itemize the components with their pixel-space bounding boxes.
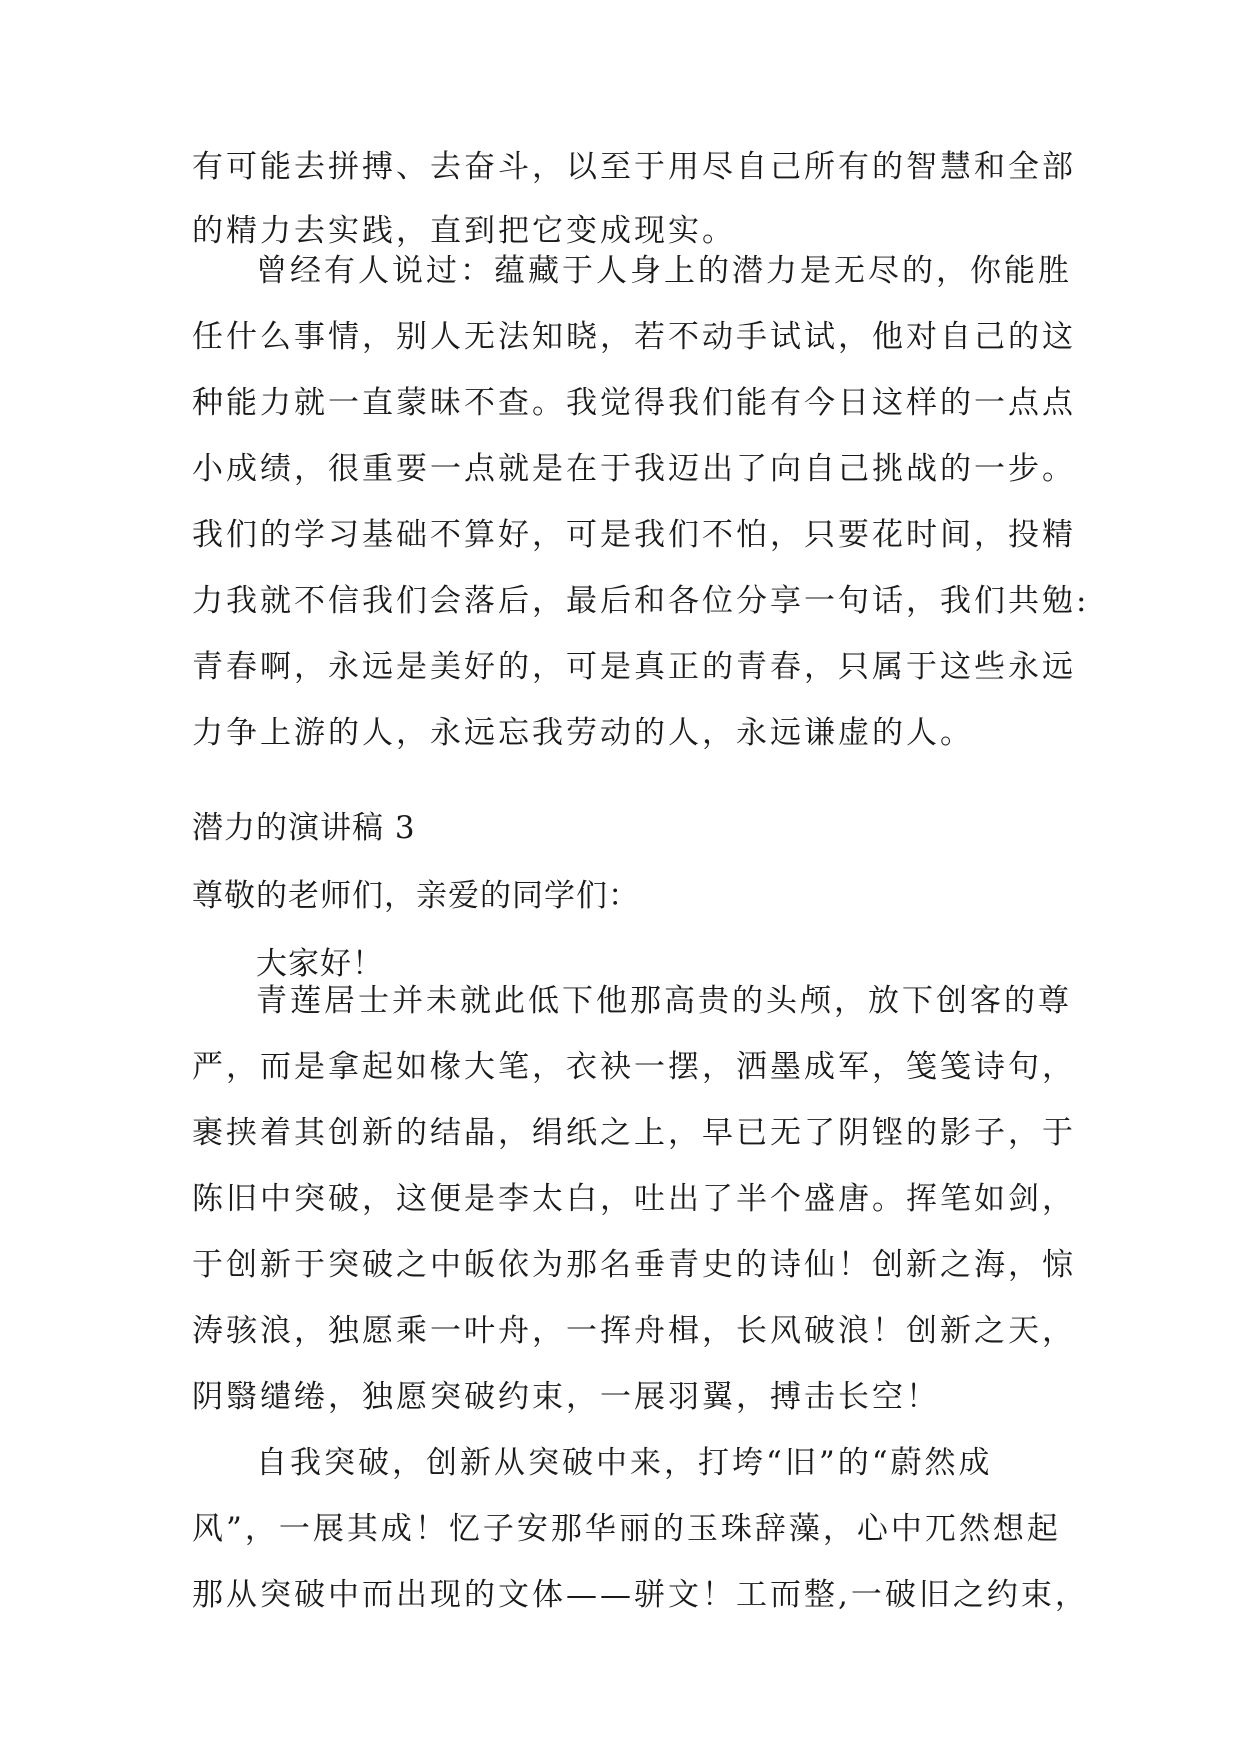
text-line: 曾经有人说过：蕴藏于人身上的潜力是无尽的，你能胜 <box>256 253 1072 289</box>
text-line: 阴翳缱绻，独愿突破约束，一展羽翼，搏击长空！ <box>192 1379 940 1415</box>
text-line: 种能力就一直蒙昧不查。我觉得我们能有今日这样的一点点 <box>192 385 1076 421</box>
text-line: 于创新于突破之中皈依为那名垂青史的诗仙！创新之海，惊 <box>192 1247 1076 1283</box>
paragraph-libai <box>192 968 1076 1430</box>
salutation: 尊敬的老师们，亲爱的同学们： <box>192 878 640 914</box>
text-line: 任什么事情，别人无法知晓，若不动手试试，他对自己的这 <box>192 319 1076 355</box>
text-line: 青莲居士并未就此低下他那高贵的头颅，放下创客的尊 <box>256 983 1072 1019</box>
text-line: 涛骇浪，独愿乘一叶舟，一挥舟楫，长风破浪！创新之天， <box>192 1313 1076 1349</box>
text-line: 陈旧中突破，这便是李太白，吐出了半个盛唐。挥笔如剑， <box>192 1181 1076 1217</box>
text-line: 严，而是拿起如椽大笔，衣袂一摆，洒墨成军，笺笺诗句， <box>192 1049 1076 1085</box>
text-line: 的精力去实践，直到把它变成现实。 <box>192 213 736 249</box>
greeting: 大家好！ <box>256 946 384 982</box>
text-line: 裹挟着其创新的结晶，绢纸之上，早已无了阴铿的影子，于 <box>192 1115 1076 1151</box>
text-line: 风”，一展其成！忆子安那华丽的玉珠辞藻，心中兀然想起 <box>192 1511 1061 1547</box>
text-line: 自我突破，创新从突破中来，打垮“旧”的“蔚然成 <box>256 1445 993 1481</box>
text-line: 我们的学习基础不算好，可是我们不怕，只要花时间，投精 <box>192 517 1076 553</box>
text-line: 有可能去拼搏、去奋斗，以至于用尽自己所有的智慧和全部 <box>192 149 1076 185</box>
section-title: 潜力的演讲稿 3 <box>192 810 416 846</box>
text-line: 力我就不信我们会落后，最后和各位分享一句话，我们共勉: <box>192 583 1090 619</box>
paragraph-breakthrough <box>192 1430 1089 1628</box>
text-line: 力争上游的人，永远忘我劳动的人，永远谦虚的人。 <box>192 715 974 751</box>
text-line: 青春啊，永远是美好的，可是真正的青春，只属于这些永远 <box>192 649 1076 685</box>
text-line: 那从突破中而出现的文体——骈文！工而整,一破旧之约束， <box>192 1577 1089 1613</box>
paragraph-potential <box>192 238 1090 766</box>
text-line: 小成绩，很重要一点就是在于我迈出了向自己挑战的一步。 <box>192 451 1076 487</box>
